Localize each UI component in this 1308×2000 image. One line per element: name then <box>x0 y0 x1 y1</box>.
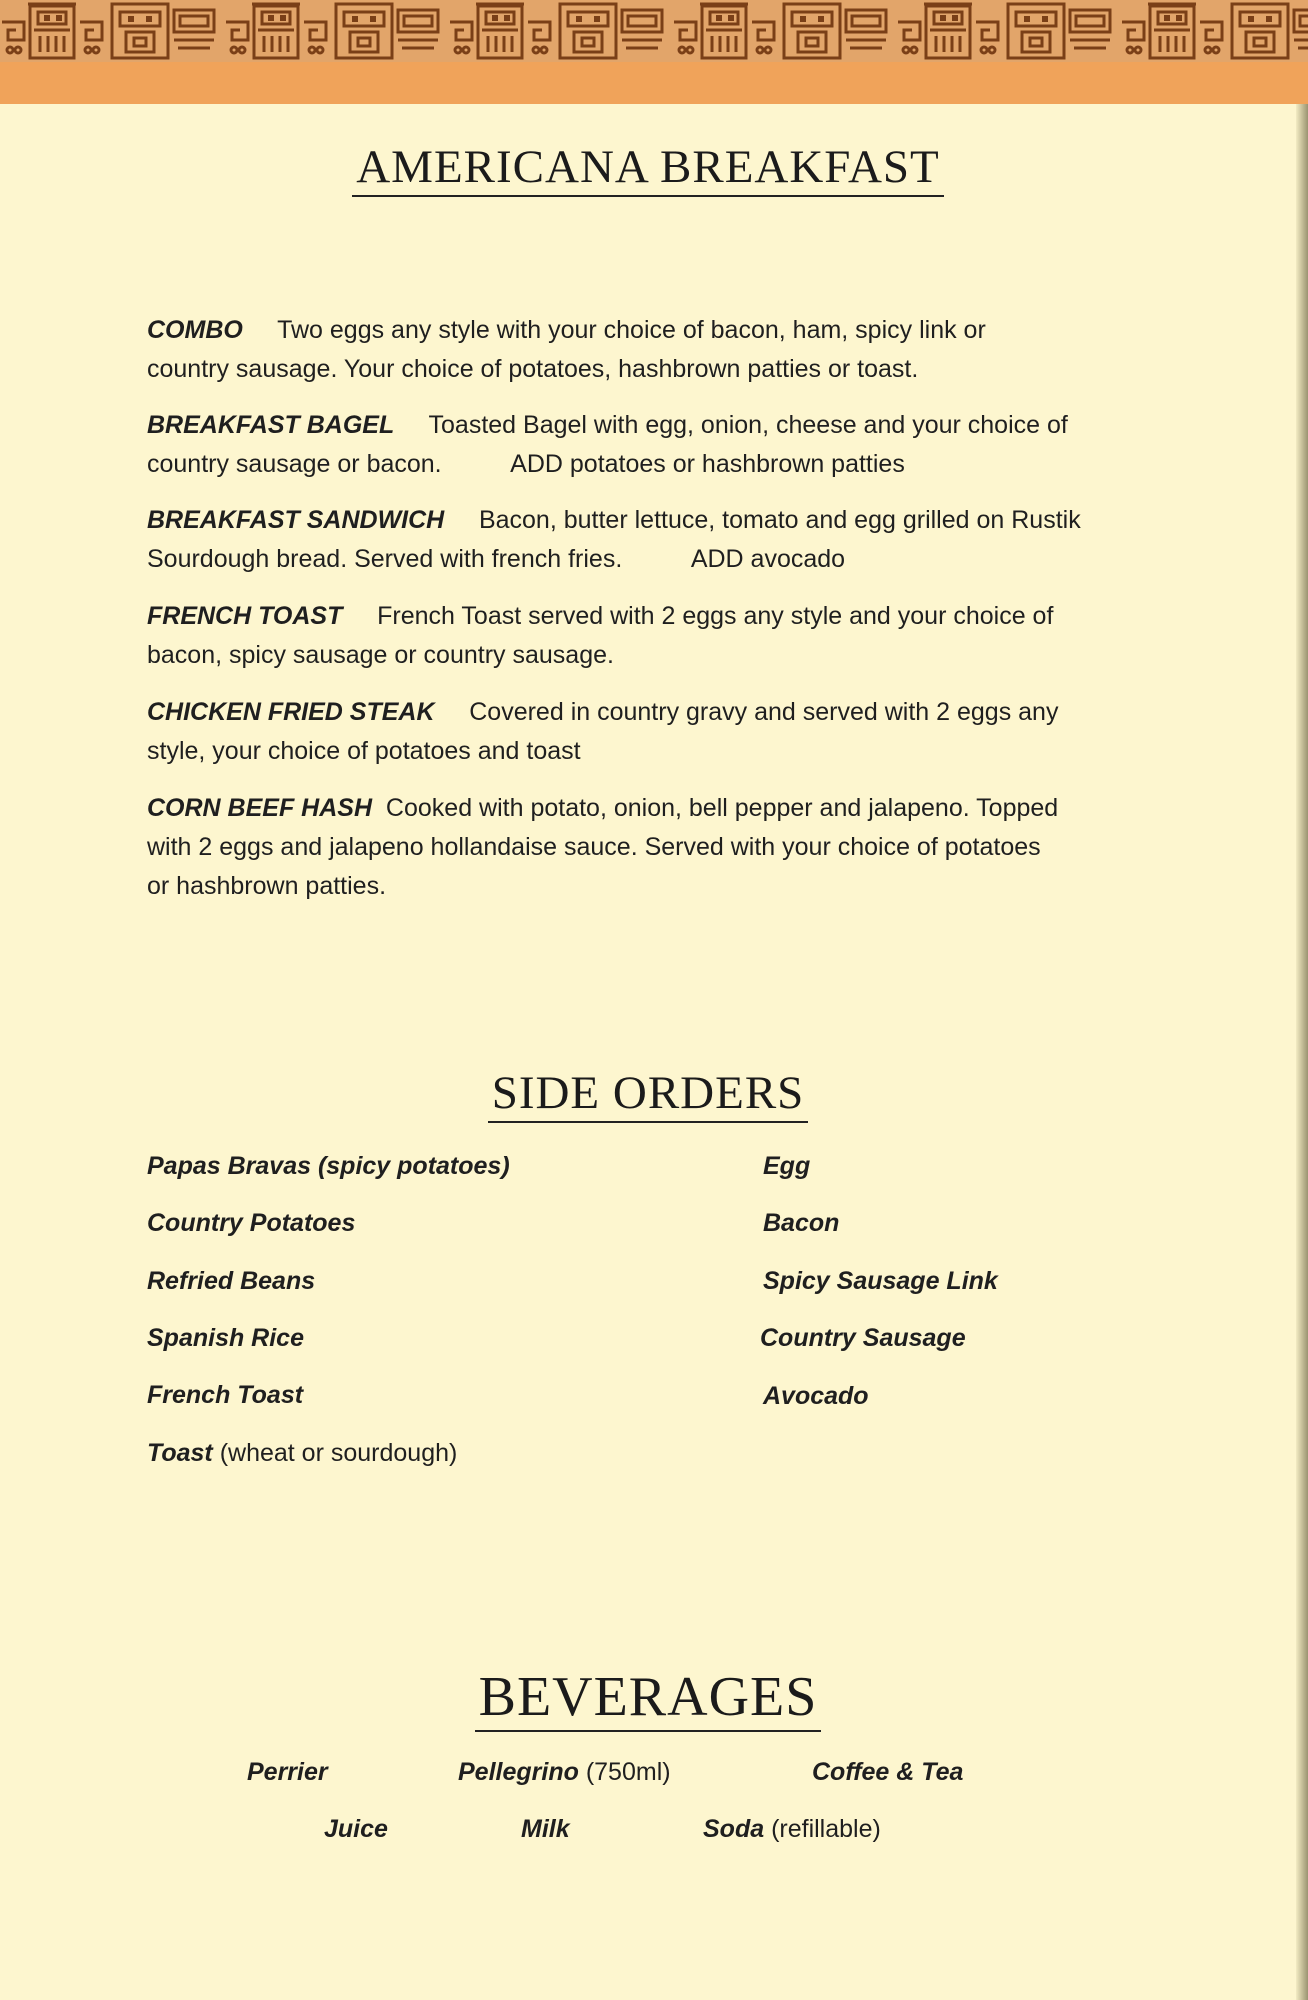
aztec-pattern-icon <box>0 0 1308 62</box>
menu-item-breakfast-sandwich <box>147 501 1147 579</box>
side-item: Egg <box>763 1152 811 1180</box>
side-item: Spicy Sausage Link <box>763 1267 998 1295</box>
menu-item-description: bacon, spicy sausage or country sausage. <box>147 641 614 669</box>
menu-item-combo <box>147 311 1147 389</box>
side-item: Papas Bravas (spicy potatoes) <box>147 1152 510 1180</box>
menu-item-name: BREAKFAST BAGEL <box>147 411 395 439</box>
page-edge-shadow <box>1296 0 1308 2000</box>
menu-item-description: with 2 eggs and jalapeno hollandaise sauce. Served with your choice of potatoes <box>147 833 1041 861</box>
side-item: Country Sausage <box>760 1324 966 1352</box>
menu-item-description: style, your choice of potatoes and toast <box>147 737 581 765</box>
menu-item-chicken-fried-steak <box>147 693 1147 771</box>
menu-item-description: Cooked with potato, onion, bell pepper and jalapeno. Topped <box>385 794 1059 822</box>
side-item: Country Potatoes <box>147 1209 356 1237</box>
beverages-section-title: BEVERAGES <box>0 1665 1296 1729</box>
menu-item-corn-beef-hash <box>147 789 1147 906</box>
beverage-soda: Soda (refillable) <box>703 1815 881 1843</box>
menu-item-addon: ADD potatoes or hashbrown patties <box>510 450 905 478</box>
menu-item-description: French Toast served with 2 eggs any style and your choice of <box>377 602 1054 630</box>
beverage-coffee-tea: Coffee & Tea <box>812 1758 964 1786</box>
menu-item-description: Sourdough bread. Served with french fries. <box>147 545 623 573</box>
menu-item-description: or hashbrown patties. <box>147 872 387 900</box>
side-item: Refried Beans <box>147 1267 316 1295</box>
menu-item-description: Covered in country gravy and served with 2 eggs any <box>469 698 1059 726</box>
beverage-juice: Juice <box>324 1815 388 1843</box>
side-item-note: (wheat or sourdough) <box>219 1439 458 1467</box>
menu-item-description: country sausage or bacon. <box>147 450 442 478</box>
menu-item-description: Toasted Bagel with egg, onion, cheese and your choice of <box>428 411 1068 439</box>
side-item: Bacon <box>763 1209 840 1237</box>
menu-item-name: CORN BEEF HASH <box>147 794 373 822</box>
side-item: French Toast <box>147 1381 304 1409</box>
breakfast-section-title: AMERICANA BREAKFAST <box>0 140 1296 194</box>
menu-item-name: CHICKEN FRIED STEAK <box>147 698 435 726</box>
beverage-milk: Milk <box>521 1815 570 1843</box>
side-item: Avocado <box>763 1382 869 1410</box>
aztec-pattern-banner <box>0 0 1308 104</box>
side-item-toast <box>147 1439 457 1468</box>
menu-item-description: Two eggs any style with your choice of bacon, ham, spicy link or <box>277 316 986 344</box>
beverage-perrier: Perrier <box>247 1758 328 1786</box>
side-item-name: Toast <box>147 1439 213 1467</box>
side-orders-section-title: SIDE ORDERS <box>0 1066 1296 1120</box>
menu-item-french-toast <box>147 597 1147 675</box>
menu-item-name: BREAKFAST SANDWICH <box>147 506 445 534</box>
beverage-pellegrino: Pellegrino (750ml) <box>458 1758 671 1786</box>
menu-item-description: country sausage. Your choice of potatoes, hashbrown patties or toast. <box>147 355 919 383</box>
menu-item-description: Bacon, butter lettuce, tomato and egg grilled on Rustik <box>478 506 1081 534</box>
menu-item-name: COMBO <box>147 316 243 344</box>
menu-item-addon: ADD avocado <box>690 545 846 573</box>
side-item: Spanish Rice <box>147 1324 304 1352</box>
menu-item-breakfast-bagel <box>147 406 1147 484</box>
menu-item-name: FRENCH TOAST <box>147 602 343 630</box>
